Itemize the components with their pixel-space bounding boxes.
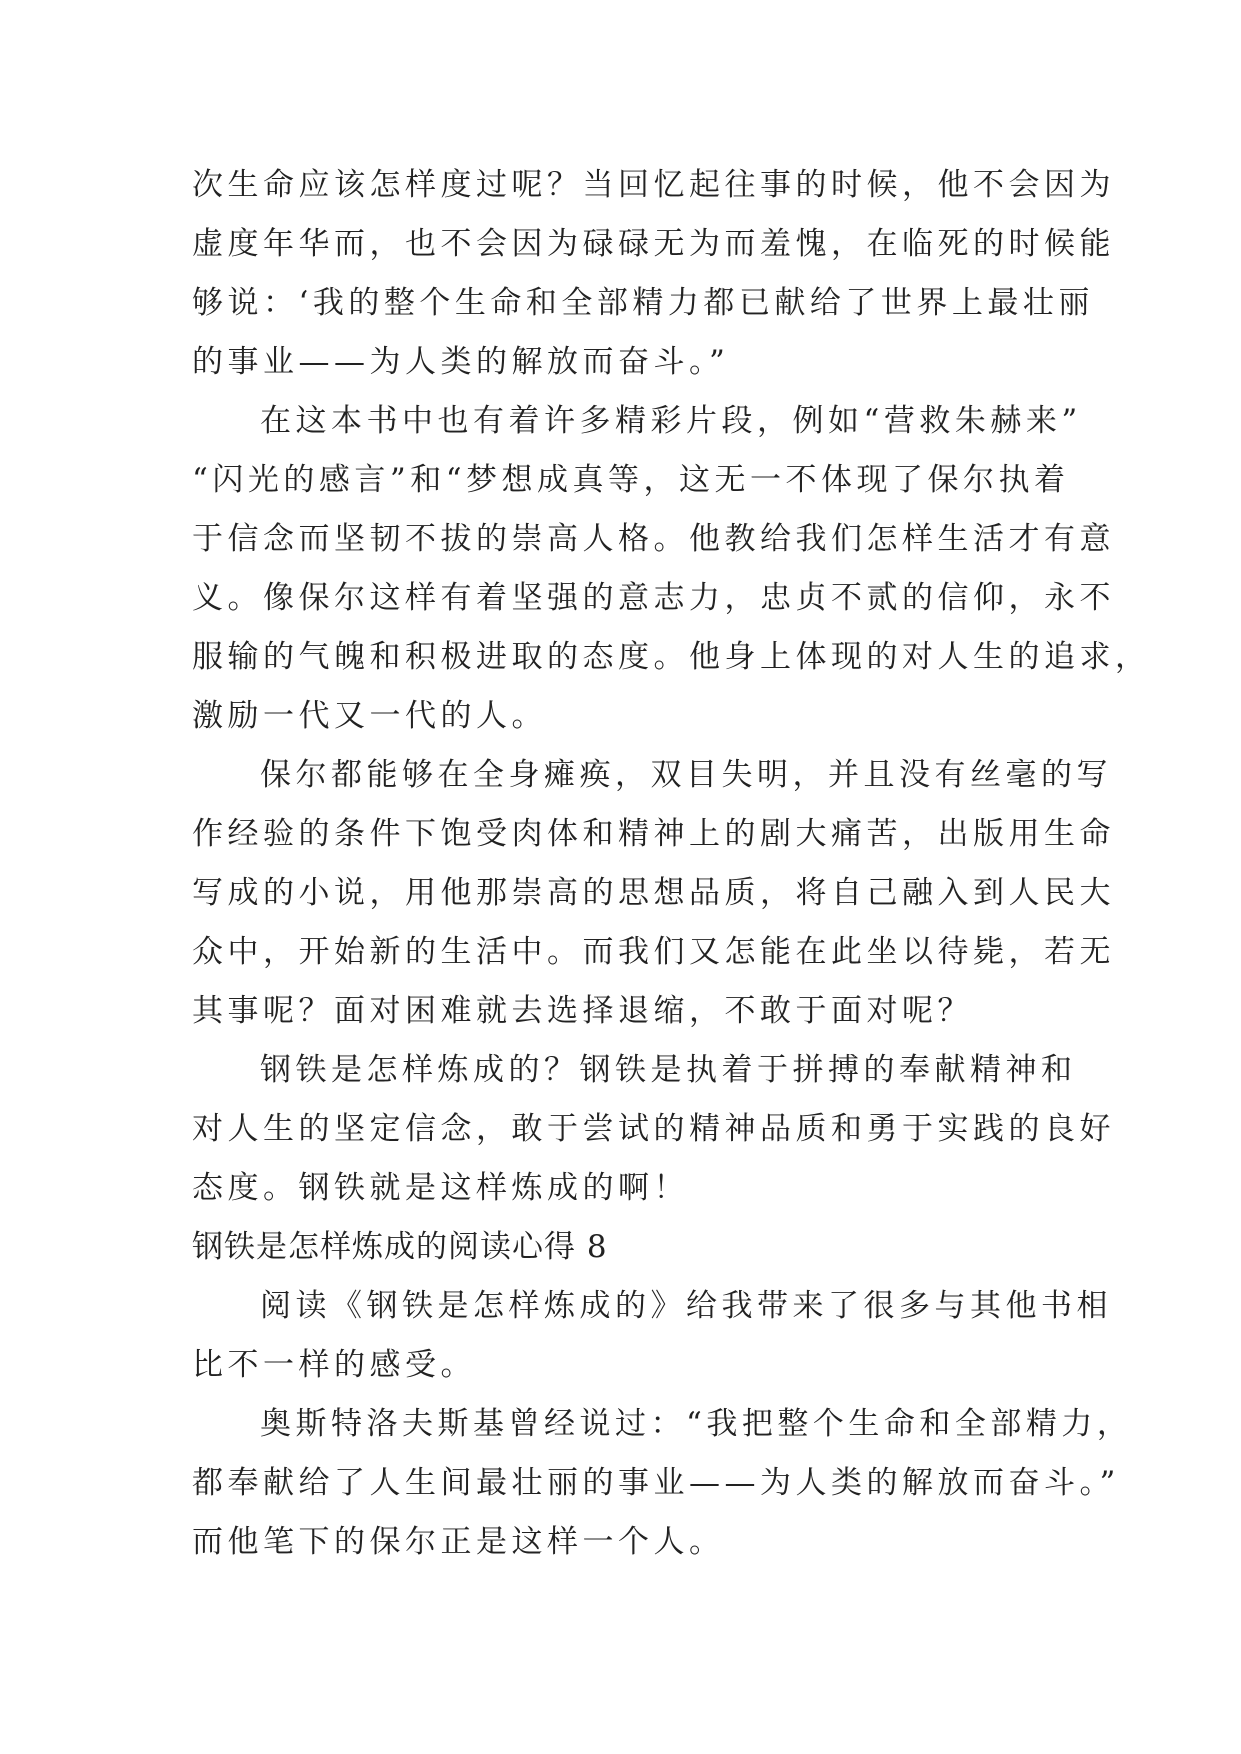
body-line: 虚度年华而，也不会因为碌碌无为而羞愧，在临死的时候能 — [192, 226, 1115, 262]
body-line: 都奉献给了人生间最壮丽的事业——为人类的解放而奋斗。” — [192, 1465, 1120, 1501]
paragraph-first-line: 在这本书中也有着许多精彩片段，例如“营救朱赫来” — [260, 403, 1082, 439]
body-line: 写成的小说，用他那崇高的思想品质，将自己融入到人民大 — [192, 875, 1115, 911]
paragraph-first-line: 钢铁是怎样炼成的？钢铁是执着于拼搏的奉献精神和 — [260, 1052, 1077, 1088]
body-line: 其事呢？面对困难就去选择退缩，不敢于面对呢？ — [192, 993, 973, 1029]
body-line: 众中，开始新的生活中。而我们又怎能在此坐以待毙，若无 — [192, 934, 1115, 970]
body-line: 次生命应该怎样度过呢？当回忆起往事的时候，他不会因为 — [192, 167, 1115, 203]
body-line: 而他笔下的保尔正是这样一个人。 — [192, 1524, 725, 1560]
body-line: 服输的气魄和积极进取的态度。他身上体现的对人生的追求， — [192, 639, 1151, 675]
body-line: 于信念而坚韧不拔的崇高人格。他教给我们怎样生活才有意 — [192, 521, 1115, 557]
paragraph-first-line: 保尔都能够在全身瘫痪，双目失明，并且没有丝毫的写 — [260, 757, 1112, 793]
document-body — [192, 156, 1151, 1572]
body-line: 态度。钢铁就是这样炼成的啊！ — [192, 1170, 689, 1206]
body-line: 激励一代又一代的人。 — [192, 698, 547, 734]
body-line: 的事业——为人类的解放而奋斗。” — [192, 344, 730, 380]
body-line: 对人生的坚定信念，敢于尝试的精神品质和勇于实践的良好 — [192, 1111, 1115, 1147]
body-line: 作经验的条件下饱受肉体和精神上的剧大痛苦，出版用生命 — [192, 816, 1115, 852]
body-line: 义。像保尔这样有着坚强的意志力，忠贞不贰的信仰，永不 — [192, 580, 1115, 616]
body-line: “闪光的感言”和“梦想成真等，这无一不体现了保尔执着 — [192, 462, 1070, 498]
paragraph-first-line: 奥斯特洛夫斯基曾经说过：“我把整个生命和全部精力， — [260, 1406, 1133, 1442]
body-line: 够说：‘我的整个生命和全部精力都已献给了世界上最壮丽 — [192, 285, 1094, 321]
body-line: 比不一样的感受。 — [192, 1347, 476, 1383]
section-heading: 钢铁是怎样炼成的阅读心得 8 — [192, 1229, 608, 1265]
paragraph-first-line: 阅读《钢铁是怎样炼成的》给我带来了很多与其他书相 — [260, 1288, 1112, 1324]
